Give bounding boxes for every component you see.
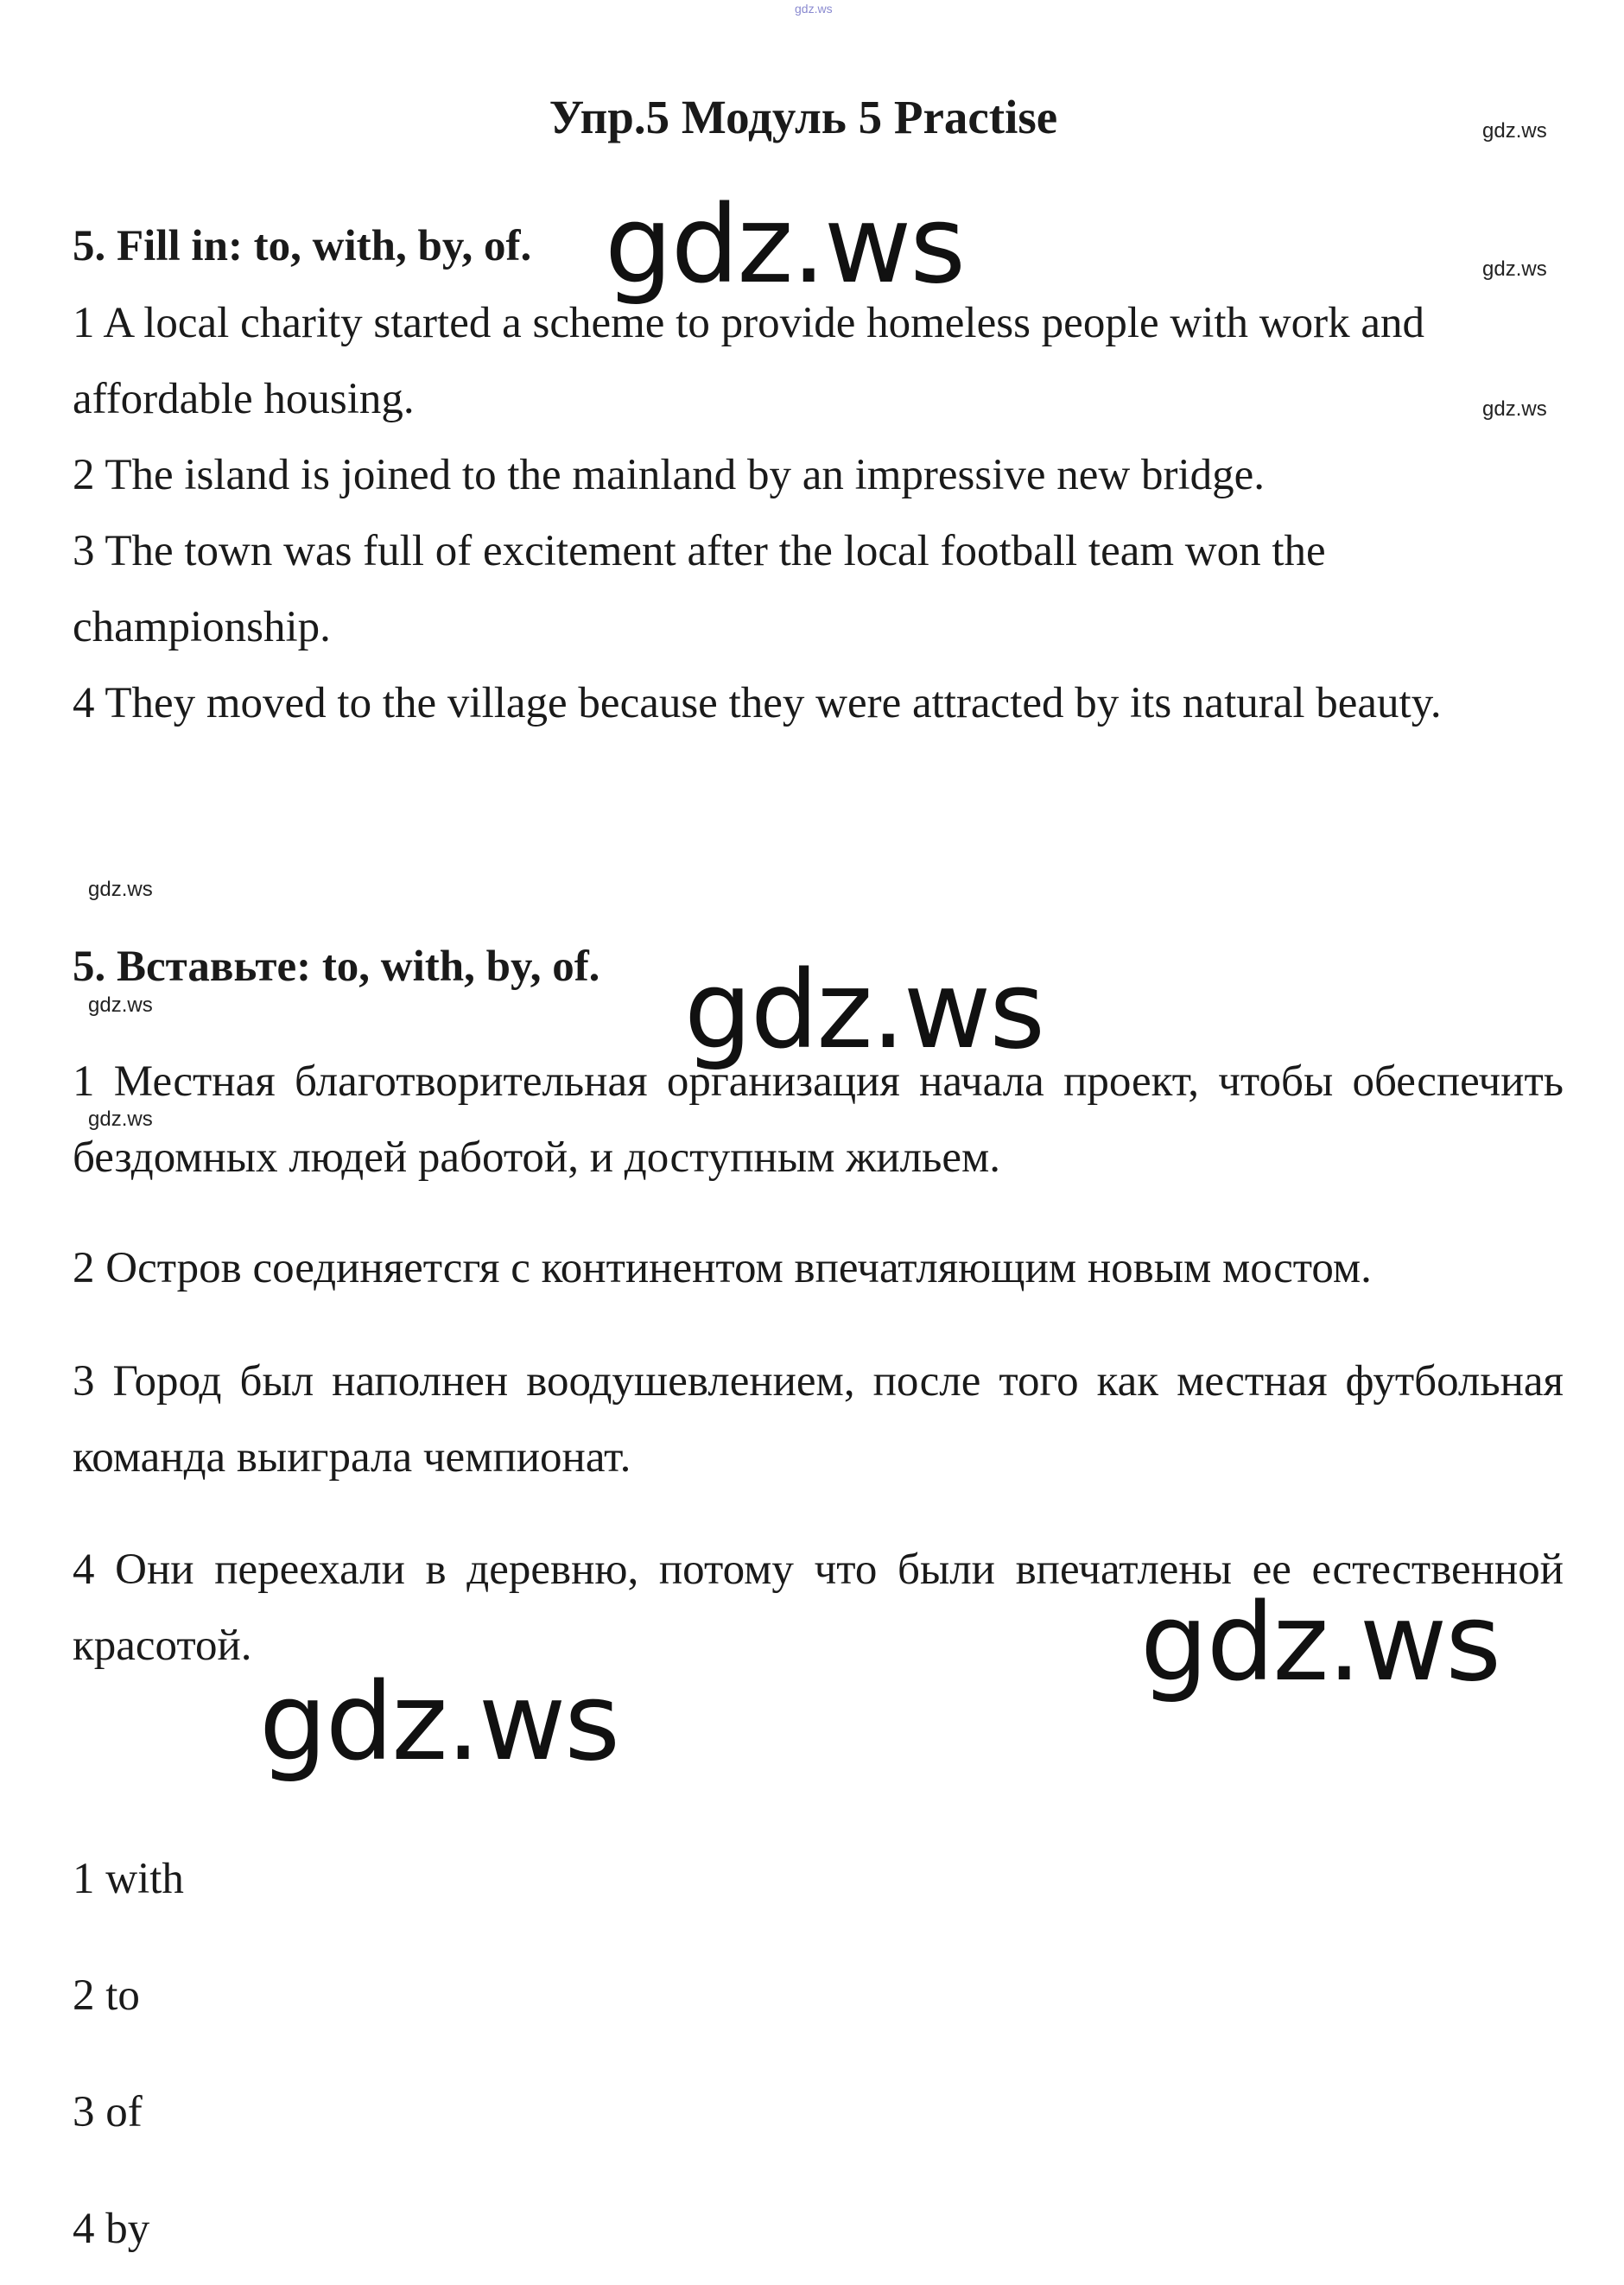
russian-item-2: 2 Остров соединяетсгя с континентом впечатляющим новым мостом. — [73, 1244, 1372, 1292]
watermark-small: gdz.ws — [88, 993, 153, 1017]
english-item-4: 4 They moved to the village because they were attracted by its natural beauty. — [73, 679, 1442, 727]
russian-item-4: 4 Они переехали в деревню, потому что были впечатлены ее естественной красотой. — [73, 1546, 1564, 1670]
answer-1: 1 with — [73, 1855, 184, 1903]
watermark-large: gdz.ws — [1140, 1581, 1500, 1705]
english-item-3: 3 The town was full of excitement after the local football team won the championship. — [73, 527, 1326, 651]
watermark-small: gdz.ws — [1482, 119, 1547, 143]
watermark-small: gdz.ws — [88, 878, 153, 901]
russian-item-3: 3 Город был наполнен воодушевлением, после того как местная футбольная команда выиграла чемпионат. — [73, 1357, 1564, 1482]
answer-3: 3 of — [73, 2088, 143, 2136]
russian-item-1: 1 Местная благотворительная организация начала проект, чтобы обеспечить бездомных людей работой, и доступным жильем. — [73, 1057, 1564, 1182]
answer-4: 4 by — [73, 2205, 150, 2253]
english-item-1: 1 A local charity started a scheme to provide homeless people with work and affordable housing. — [73, 299, 1424, 423]
watermark-top: gdz.ws — [795, 2, 833, 16]
watermark-large: gdz.ws — [259, 1660, 619, 1785]
watermark-large: gdz.ws — [684, 949, 1044, 1073]
watermark-large: gdz.ws — [605, 183, 964, 308]
english-item-2: 2 The island is joined to the mainland by an impressive new bridge. — [73, 451, 1266, 499]
answer-2: 2 to — [73, 1971, 140, 2020]
exercise-heading-russian: 5. Вставьте: to, with, by, of. — [73, 943, 600, 991]
watermark-small: gdz.ws — [88, 1108, 153, 1131]
watermark-small: gdz.ws — [1482, 397, 1547, 421]
page-title: Упр.5 Модуль 5 Practise — [549, 91, 1058, 143]
watermark-small: gdz.ws — [1482, 257, 1547, 281]
exercise-heading-english: 5. Fill in: to, with, by, of. — [73, 222, 532, 270]
